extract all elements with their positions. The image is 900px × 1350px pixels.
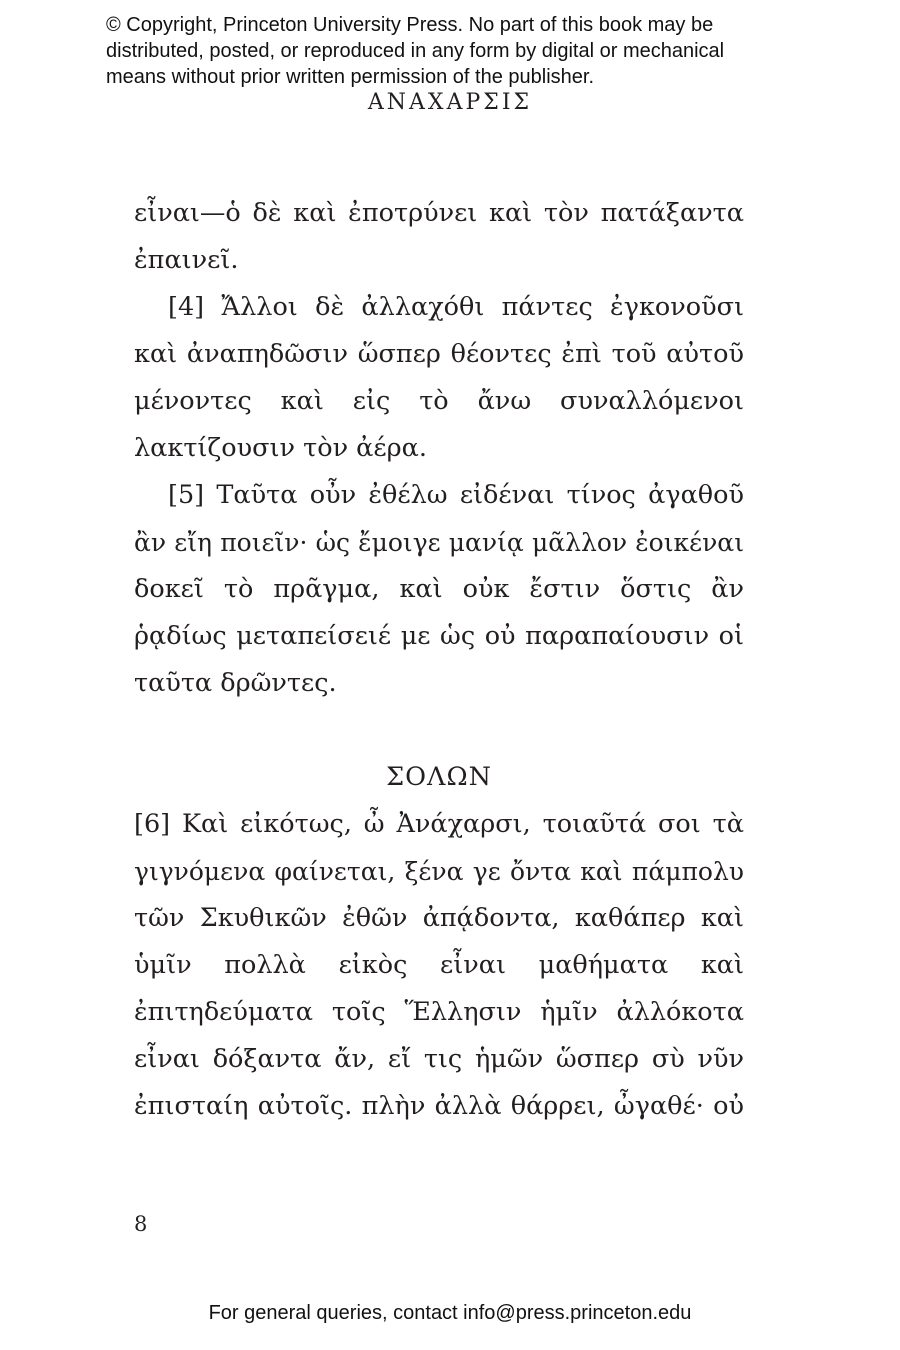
text-line: λακτίζουσιν τὸν ἀέρα.: [134, 433, 427, 463]
copyright-notice: [106, 12, 826, 90]
text-line: ἂν εἴη ποιεῖν· ὡς ἔμοιγε μανίᾳ μᾶλλον ἐοικέναι: [134, 528, 744, 557]
text-line: [4] Ἄλλοι δὲ ἀλλαχόθι πάντες ἐγκονοῦσι: [168, 292, 744, 322]
paragraph: [134, 472, 744, 707]
text-line: ἐπιτηδεύματα τοῖς Ἕλλησιν ἡμῖν ἀλλόκοτα: [134, 997, 744, 1027]
text-line: [6] Καὶ εἰκότως, ὦ Ἀνάχαρσι, τοιαῦτά σοι τὰ: [134, 809, 744, 839]
text-line: καὶ ἀναπηδῶσιν ὥσπερ θέοντες ἐπὶ τοῦ αὐτοῦ: [134, 339, 744, 369]
body-text: [134, 190, 744, 1130]
text-line: ἐπαινεῖ.: [134, 245, 239, 275]
text-line: ἐπισταίη αὐτοῖς. πλὴν ἀλλὰ θάρρει, ὦγαθέ· οὐ: [134, 1091, 744, 1121]
text-line: ῥᾳδίως μεταπείσειέ με ὡς οὐ παραπαίουσιν οἱ: [134, 621, 744, 651]
copyright-line: distributed, posted, or reproduced in any form by digital or mechanical: [106, 40, 725, 62]
text-line: εἶναι δόξαντα ἄν, εἴ τις ἡμῶν ὥσπερ σὺ νῦν: [134, 1044, 744, 1074]
text-line: [5] Ταῦτα οὖν ἐθέλω εἰδέναι τίνος ἀγαθοῦ: [168, 480, 744, 510]
text-line: γιγνόμενα φαίνεται, ξένα γε ὄντα καὶ πάμπολυ: [134, 857, 744, 886]
text-line: ταῦτα δρῶντες.: [134, 668, 337, 698]
paragraph: [134, 801, 744, 1130]
text-line: μένοντες καὶ εἰς τὸ ἄνω συναλλόμενοι: [134, 386, 744, 416]
text-line: δοκεῖ τὸ πρᾶγμα, καὶ οὐκ ἔστιν ὅστις ἂν: [134, 574, 744, 604]
speaker-heading: ΣΟΛΩΝ: [386, 762, 492, 792]
running-head: ΑΝΑΧΑΡΣΙΣ: [367, 90, 533, 115]
footer-contact: For general queries, contact info@press.princeton.edu: [208, 1302, 692, 1324]
paragraph: [134, 284, 744, 472]
page-number: 8: [134, 1212, 148, 1236]
copyright-line: © Copyright, Princeton University Press. No part of this book may be: [106, 14, 714, 36]
paragraph: [134, 190, 744, 284]
copyright-line: means without prior written permission of the publisher.: [106, 66, 595, 88]
text-line: τῶν Σκυθικῶν ἐθῶν ἀπᾴδοντα, καθάπερ καὶ: [134, 903, 744, 933]
text-line: εἶναι—ὁ δὲ καὶ ἐποτρύνει καὶ τὸν πατάξαντα: [134, 198, 744, 228]
text-line: ὑμῖν πολλὰ εἰκὸς εἶναι μαθήματα καὶ: [134, 950, 744, 980]
